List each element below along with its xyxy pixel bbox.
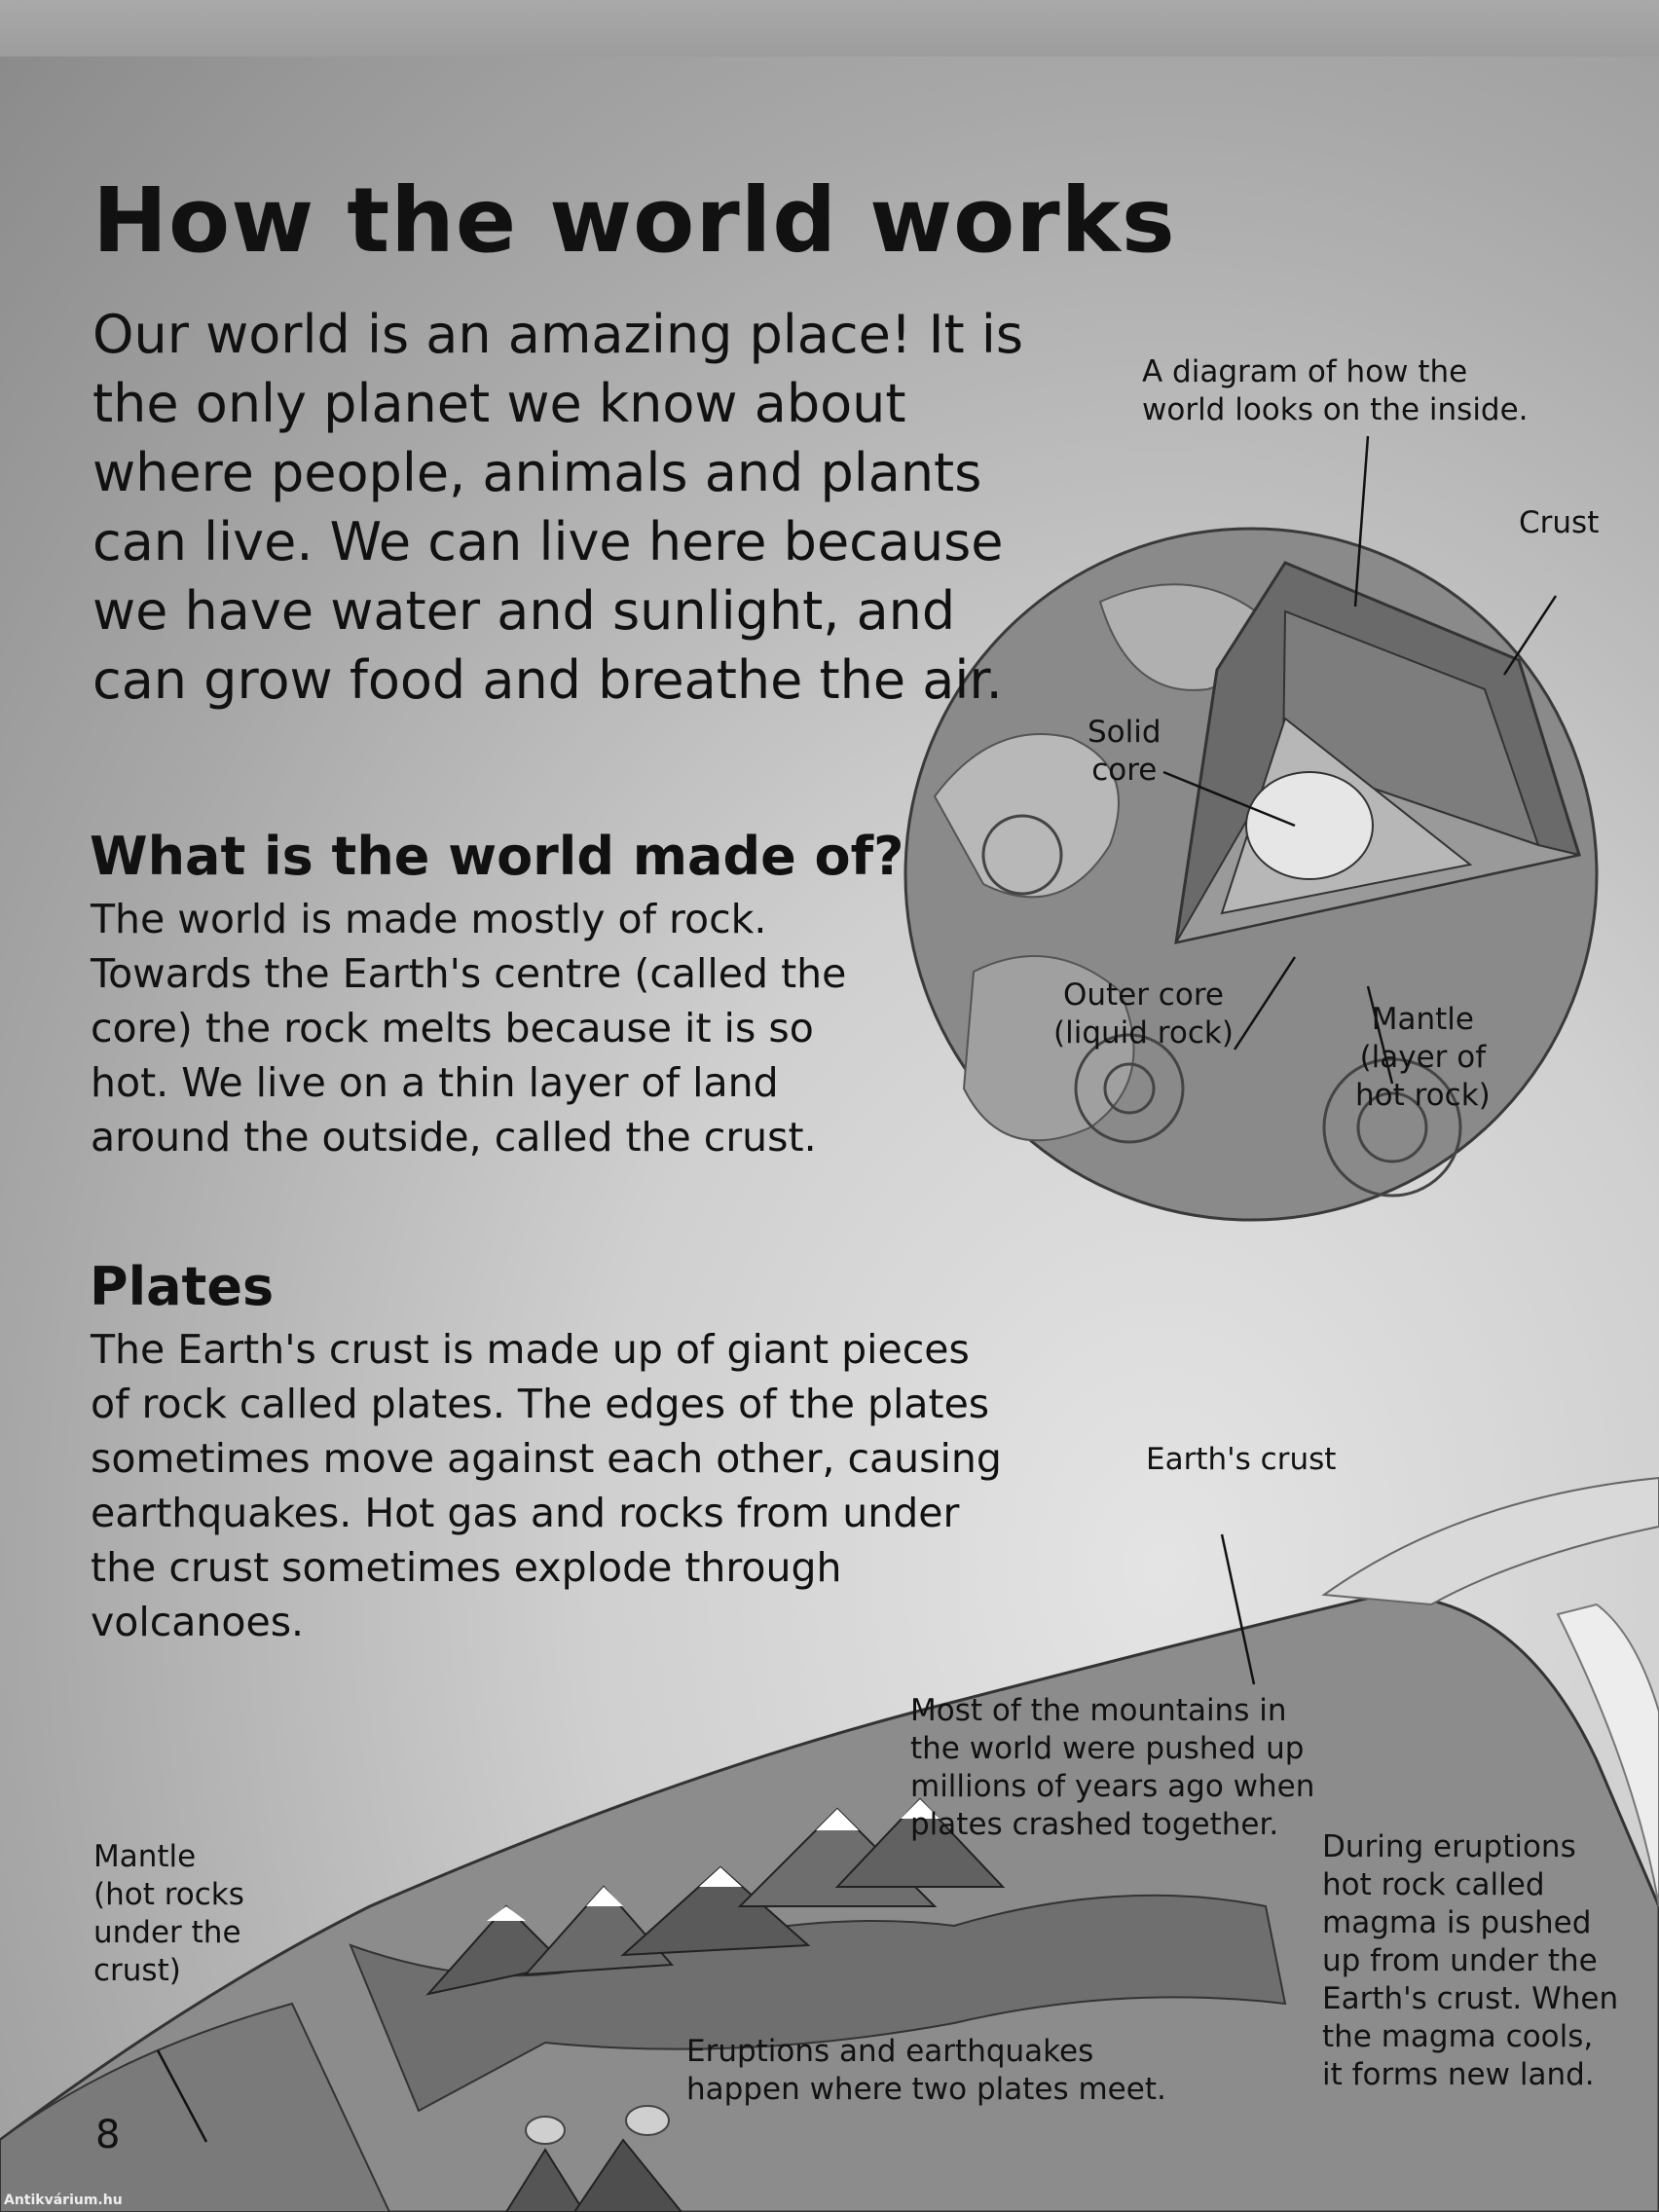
mountains-caption-line: millions of years ago when bbox=[910, 1769, 1315, 1804]
mountains-caption-line: plates crashed together. bbox=[910, 1807, 1279, 1842]
plates-meet-line: Eruptions and earthquakes bbox=[686, 2034, 1094, 2069]
eruptions-caption-line: the magma cools, bbox=[1322, 2019, 1594, 2054]
globe-caption-line: A diagram of how the bbox=[1142, 354, 1468, 389]
page-number: 8 bbox=[95, 2113, 121, 2157]
plates-meet-caption bbox=[686, 2033, 1166, 2109]
solid-core-line: Solid bbox=[1088, 715, 1161, 750]
solid-core-label bbox=[1088, 714, 1161, 790]
eruptions-caption-line: it forms new land. bbox=[1322, 2057, 1595, 2092]
page-title: How the world works bbox=[92, 168, 1176, 273]
made-of-heading: What is the world made of? bbox=[90, 826, 904, 887]
globe-caption-line: world looks on the inside. bbox=[1142, 392, 1529, 427]
plates-mantle-line: crust) bbox=[93, 1953, 181, 1988]
mountains-caption bbox=[910, 1692, 1314, 1844]
eruptions-caption-line: hot rock called bbox=[1322, 1867, 1545, 1902]
plates-heading: Plates bbox=[90, 1256, 275, 1317]
plates-mantle-line: (hot rocks bbox=[93, 1877, 244, 1912]
crust-label: Crust bbox=[1519, 505, 1600, 540]
globe-caption bbox=[1142, 353, 1529, 429]
eruptions-caption-line: Earth's crust. When bbox=[1322, 1981, 1619, 2016]
outer-core-line: Outer core bbox=[1062, 977, 1224, 1013]
plates-paragraph: The Earth's crust is made up of giant pieces of rock called plates. The edges of the plates sometimes move against each other, causing earthquakes. Hot gas and rocks from under the crust sometimes explode through volcanoes. bbox=[91, 1326, 1002, 1645]
book-page bbox=[0, 56, 1659, 2212]
made-of-paragraph: The world is made mostly of rock. Towards the Earth's centre (called the core) the rock melts because it is so hot. We live on a thin layer of land around the outside, called the crust. bbox=[91, 896, 847, 1161]
intro-paragraph: Our world is an amazing place! It is the only planet we know about where people, animals and plants can live. We can live here because we have water and sunlight, and can grow food and breathe the air. bbox=[92, 304, 1024, 711]
eruptions-caption-line: magma is pushed bbox=[1322, 1905, 1592, 1940]
plates-mantle-line: under the bbox=[93, 1915, 241, 1950]
earths-crust-label: Earth's crust bbox=[1146, 1442, 1337, 1477]
outer-core-line: (liquid rock) bbox=[1053, 1015, 1234, 1051]
outer-core-label bbox=[1053, 977, 1234, 1052]
plates-meet-line: happen where two plates meet. bbox=[686, 2072, 1166, 2107]
plates-mantle-line: Mantle bbox=[93, 1839, 197, 1874]
watermark: Antikvárium.hu bbox=[4, 2193, 123, 2208]
globe-mantle-line: (layer of bbox=[1359, 1040, 1487, 1075]
globe-mantle-line: hot rock) bbox=[1355, 1078, 1491, 1113]
eruptions-caption-line: During eruptions bbox=[1322, 1829, 1576, 1864]
solid-core-line: core bbox=[1091, 753, 1158, 788]
eruptions-caption bbox=[1322, 1828, 1618, 2094]
mountains-caption-line: Most of the mountains in bbox=[910, 1693, 1287, 1728]
globe-mantle-label bbox=[1355, 1001, 1491, 1115]
globe-mantle-line: Mantle bbox=[1371, 1002, 1474, 1037]
eruptions-caption-line: up from under the bbox=[1322, 1943, 1598, 1978]
plates-mantle-label bbox=[93, 1838, 244, 1990]
mountains-caption-line: the world were pushed up bbox=[910, 1731, 1305, 1766]
